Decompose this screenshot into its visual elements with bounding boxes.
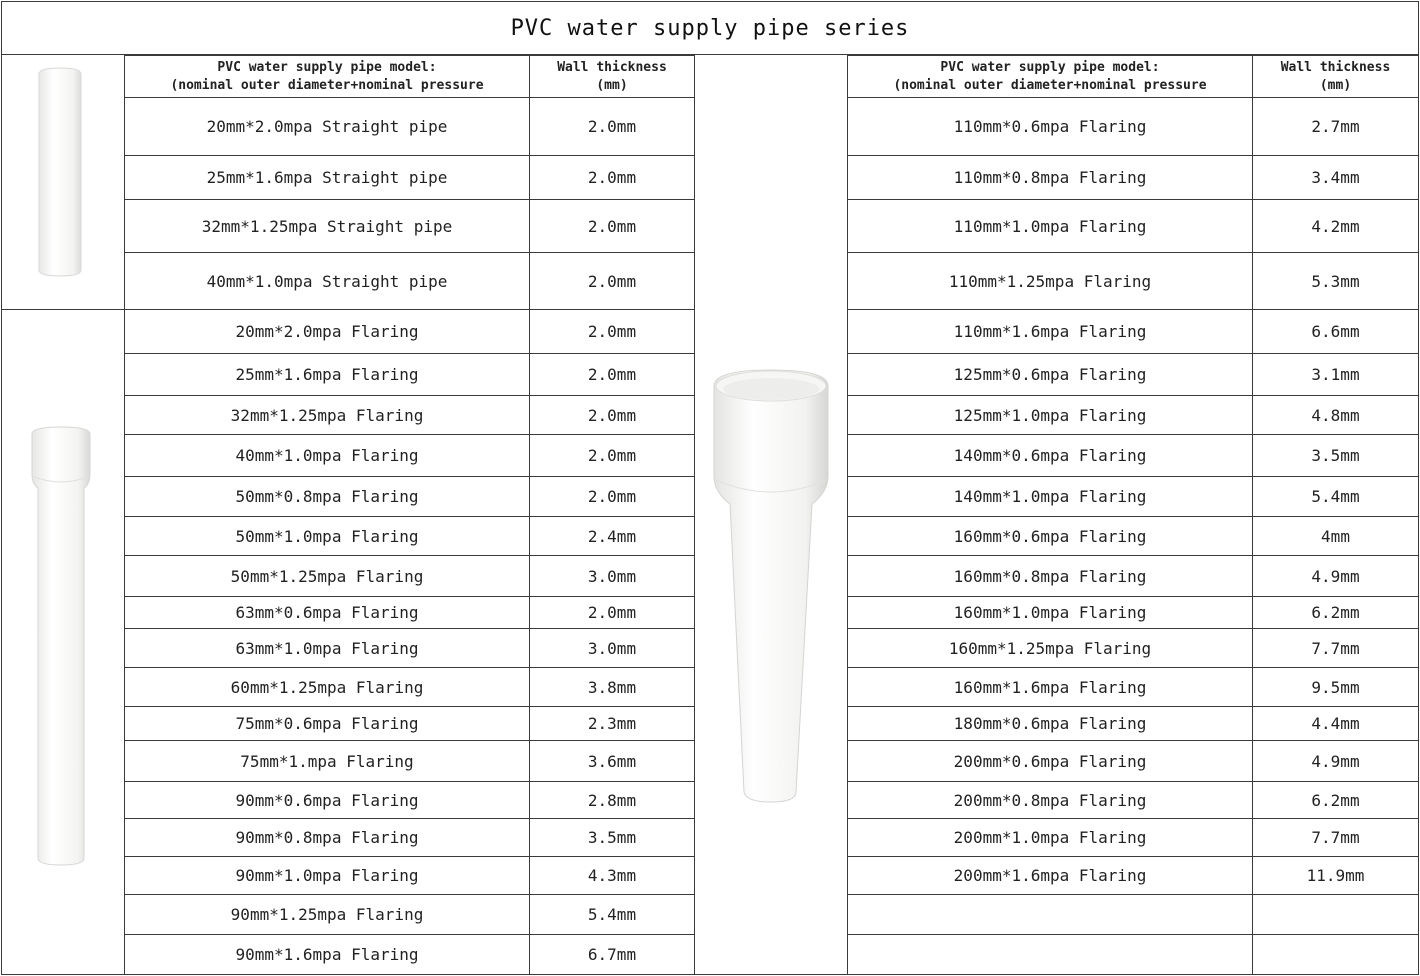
wall-thickness-cell: 2.0mm <box>587 446 637 465</box>
model-cell: 40mm*1.0mpa Flaring <box>235 446 419 465</box>
wall-header-right <box>1253 56 1418 97</box>
wall-thickness-cell: 7.7mm <box>1311 638 1360 658</box>
model-cell: 63mm*0.6mpa Flaring <box>235 603 419 622</box>
wall-thickness-cell <box>1253 935 1418 974</box>
wall-thickness-cell: 5.4mm <box>587 905 637 924</box>
model-cell: 160mm*1.25mpa Flaring <box>948 638 1152 658</box>
grid-line <box>1 309 125 310</box>
model-cell: 140mm*1.0mpa Flaring <box>953 487 1147 506</box>
header-text: PVC water supply pipe model: <box>217 59 437 75</box>
model-cell <box>848 895 1252 934</box>
wall-thickness-cell: 2.3mm <box>587 714 637 733</box>
wall-thickness-cell: 3.8mm <box>587 677 637 697</box>
wall-thickness-cell: 2.0mm <box>587 271 637 291</box>
wall-thickness-cell: 4.3mm <box>587 866 637 885</box>
grid-line <box>1 1 1419 2</box>
model-cell: 110mm*1.0mpa Flaring <box>953 216 1147 236</box>
wall-thickness-cell: 6.7mm <box>587 945 637 964</box>
model-cell: 110mm*1.6mpa Flaring <box>953 322 1147 341</box>
wall-thickness-cell: 2.0mm <box>587 322 637 341</box>
wall-thickness-cell: 2.8mm <box>587 790 637 810</box>
wall-thickness-cell: 6.2mm <box>1311 603 1360 622</box>
model-cell: 110mm*0.8mpa Flaring <box>953 168 1147 187</box>
model-header-left <box>125 56 529 97</box>
table-title: PVC water supply pipe series <box>510 15 910 41</box>
model-cell: 25mm*1.6mpa Flaring <box>235 365 419 384</box>
header-text: Wall thickness <box>557 59 667 75</box>
model-cell: 200mm*1.6mpa Flaring <box>953 866 1147 885</box>
header-text: (mm) <box>596 77 628 93</box>
model-cell: 90mm*1.6mpa Flaring <box>235 945 419 964</box>
grid-line <box>694 55 695 975</box>
model-cell: 50mm*1.0mpa Flaring <box>235 526 419 546</box>
wall-thickness-cell: 2.4mm <box>587 526 637 546</box>
wall-thickness-cell: 4mm <box>1321 526 1350 546</box>
model-cell: 50mm*1.25mpa Flaring <box>230 566 424 586</box>
model-cell: 160mm*1.0mpa Flaring <box>953 603 1147 622</box>
large-flared-pipe-image <box>708 364 834 806</box>
model-cell: 75mm*0.6mpa Flaring <box>235 714 419 733</box>
model-cell: 50mm*0.8mpa Flaring <box>235 487 419 506</box>
model-cell: 200mm*0.8mpa Flaring <box>953 790 1147 810</box>
grid-line <box>847 974 1419 975</box>
header-text: Wall thickness <box>1280 59 1391 75</box>
wall-thickness-cell: 7.7mm <box>1311 828 1360 847</box>
wall-thickness-cell: 2.0mm <box>587 117 637 136</box>
wall-thickness-cell: 3.6mm <box>587 751 637 771</box>
wall-thickness-cell: 2.7mm <box>1311 117 1360 136</box>
wall-thickness-cell: 4.8mm <box>1311 405 1360 425</box>
wall-thickness-cell: 3.0mm <box>587 566 637 586</box>
wall-thickness-cell: 2.0mm <box>587 603 637 622</box>
model-cell: 90mm*0.8mpa Flaring <box>235 828 419 847</box>
wall-thickness-cell: 2.0mm <box>587 216 637 236</box>
model-cell: 200mm*1.0mpa Flaring <box>953 828 1147 847</box>
header-text: (nominal outer diameter+nominal pressure <box>893 77 1207 93</box>
header-text: (mm) <box>1319 77 1352 93</box>
wall-thickness-cell: 3.4mm <box>1311 168 1360 187</box>
wall-thickness-cell: 6.2mm <box>1311 790 1360 810</box>
wall-thickness-cell: 2.0mm <box>587 487 637 506</box>
wall-thickness-cell: 3.5mm <box>1311 446 1360 465</box>
model-cell: 32mm*1.25mpa Flaring <box>230 405 424 425</box>
model-cell: 25mm*1.6mpa Straight pipe <box>206 168 448 187</box>
wall-thickness-cell: 4.9mm <box>1311 751 1360 771</box>
model-cell: 160mm*0.6mpa Flaring <box>953 526 1147 546</box>
model-cell: 60mm*1.25mpa Flaring <box>230 677 424 697</box>
model-cell: 110mm*0.6mpa Flaring <box>953 117 1147 136</box>
wall-thickness-cell <box>1253 895 1418 934</box>
wall-thickness-cell: 2.0mm <box>587 405 637 425</box>
wall-thickness-cell: 3.0mm <box>587 638 637 658</box>
wall-thickness-cell: 2.0mm <box>587 365 637 384</box>
wall-thickness-cell: 4.4mm <box>1311 714 1360 733</box>
wall-thickness-cell: 5.3mm <box>1311 271 1360 291</box>
wall-thickness-cell: 6.6mm <box>1311 322 1360 341</box>
wall-thickness-cell: 2.0mm <box>587 168 637 187</box>
model-cell: 90mm*1.0mpa Flaring <box>235 866 419 885</box>
header-text: PVC water supply pipe model: <box>940 59 1160 75</box>
model-cell: 110mm*1.25mpa Flaring <box>948 271 1152 291</box>
wall-thickness-cell: 3.1mm <box>1311 365 1360 384</box>
model-cell: 160mm*0.8mpa Flaring <box>953 566 1147 586</box>
model-cell: 90mm*0.6mpa Flaring <box>235 790 419 810</box>
wall-thickness-cell: 5.4mm <box>1311 487 1360 506</box>
model-cell: 160mm*1.6mpa Flaring <box>953 677 1147 697</box>
grid-line <box>1418 1 1419 975</box>
grid-line <box>1 1 2 975</box>
model-cell: 125mm*1.0mpa Flaring <box>953 405 1147 425</box>
model-cell: 20mm*2.0mpa Straight pipe <box>206 117 448 136</box>
wall-thickness-cell: 11.9mm <box>1306 866 1365 885</box>
grid-line <box>124 974 695 975</box>
model-cell: 63mm*1.0mpa Flaring <box>235 638 419 658</box>
model-cell: 20mm*2.0mpa Flaring <box>235 322 419 341</box>
wall-thickness-cell: 3.5mm <box>587 828 637 847</box>
model-cell: 75mm*1.mpa Flaring <box>240 751 414 771</box>
wall-header-left <box>530 56 694 97</box>
model-cell: 180mm*0.6mpa Flaring <box>953 714 1147 733</box>
model-cell: 140mm*0.6mpa Flaring <box>953 446 1147 465</box>
flared-pipe-image <box>26 424 96 868</box>
model-cell: 125mm*0.6mpa Flaring <box>953 365 1147 384</box>
model-cell <box>848 935 1252 974</box>
model-cell: 32mm*1.25mpa Straight pipe <box>201 216 453 236</box>
wall-thickness-cell: 4.2mm <box>1311 216 1360 236</box>
straight-pipe-image <box>36 66 84 278</box>
header-text: (nominal outer diameter+nominal pressure <box>170 77 484 93</box>
model-cell: 40mm*1.0mpa Straight pipe <box>206 271 448 291</box>
wall-thickness-cell: 9.5mm <box>1311 677 1360 697</box>
model-cell: 90mm*1.25mpa Flaring <box>230 905 424 924</box>
wall-thickness-cell: 4.9mm <box>1311 566 1360 586</box>
model-cell: 200mm*0.6mpa Flaring <box>953 751 1147 771</box>
model-header-right <box>848 56 1252 97</box>
